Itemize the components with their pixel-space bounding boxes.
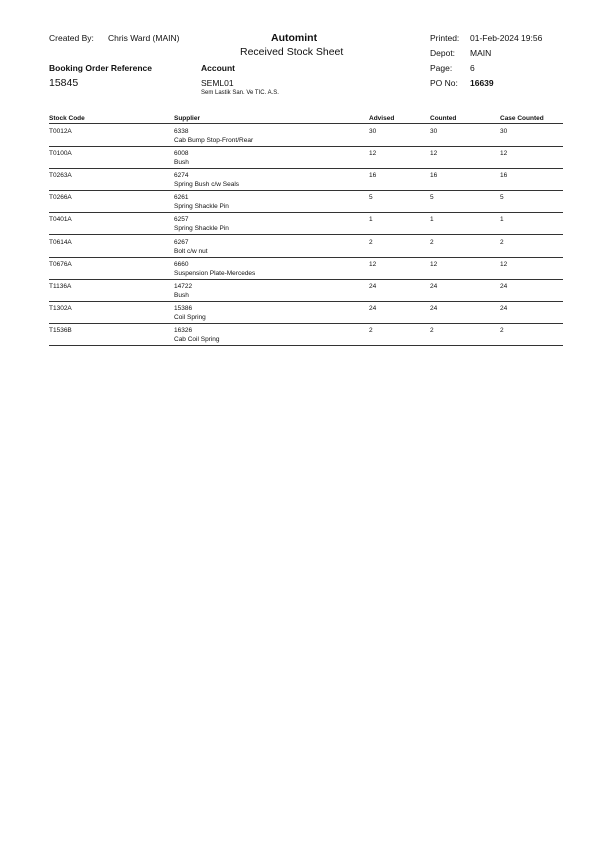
case-counted-qty: 24 — [500, 305, 508, 312]
supplier-code: 14722 — [174, 283, 193, 290]
booking-ref-value: 15845 — [49, 77, 79, 89]
advised-qty: 5 — [369, 194, 373, 201]
row-divider — [49, 257, 563, 258]
header-divider — [49, 123, 563, 124]
row-divider — [49, 279, 563, 280]
case-counted-qty: 2 — [500, 327, 504, 334]
counted-qty: 12 — [430, 261, 438, 268]
advised-qty: 2 — [369, 327, 373, 334]
item-description: Cab Bump Stop-Front/Rear — [174, 137, 254, 144]
counted-qty: 1 — [430, 216, 434, 223]
row-divider — [49, 190, 563, 191]
case-counted-qty: 12 — [500, 150, 508, 157]
stock-code: T0676A — [49, 261, 72, 268]
col-counted: Counted — [430, 115, 457, 122]
case-counted-qty: 16 — [500, 172, 508, 179]
counted-qty: 2 — [430, 327, 434, 334]
counted-qty: 16 — [430, 172, 438, 179]
advised-qty: 16 — [369, 172, 377, 179]
advised-qty: 12 — [369, 261, 377, 268]
item-description: Spring Shackle Pin — [174, 225, 229, 232]
stock-code: T0012A — [49, 128, 72, 135]
stock-code: T1302A — [49, 305, 72, 312]
created-by-label: Created By: — [49, 33, 94, 43]
account-label: Account — [201, 63, 235, 73]
row-divider — [49, 345, 563, 346]
depot-label: Depot: — [430, 48, 456, 58]
item-description: Spring Shackle Pin — [174, 203, 229, 210]
case-counted-qty: 5 — [500, 194, 504, 201]
case-counted-qty: 2 — [500, 239, 504, 246]
item-description: Coil Spring — [174, 314, 206, 321]
supplier-code: 6261 — [174, 194, 189, 201]
counted-qty: 30 — [430, 128, 438, 135]
depot-value: MAIN — [470, 48, 492, 58]
stock-code: T1136A — [49, 283, 72, 290]
report-title: Received Stock Sheet — [240, 46, 344, 58]
row-divider — [49, 323, 563, 324]
row-divider — [49, 301, 563, 302]
page-label: Page: — [430, 63, 453, 73]
advised-qty: 30 — [369, 128, 377, 135]
case-counted-qty: 24 — [500, 283, 508, 290]
case-counted-qty: 30 — [500, 128, 508, 135]
supplier-code: 6008 — [174, 150, 189, 157]
supplier-code: 16326 — [174, 327, 193, 334]
advised-qty: 24 — [369, 283, 377, 290]
row-divider — [49, 146, 563, 147]
stock-code: T0100A — [49, 150, 72, 157]
page-value: 6 — [470, 63, 475, 73]
item-description: Suspension Plate-Mercedes — [174, 270, 256, 277]
advised-qty: 1 — [369, 216, 373, 223]
counted-qty: 2 — [430, 239, 434, 246]
row-divider — [49, 212, 563, 213]
case-counted-qty: 1 — [500, 216, 504, 223]
supplier-code: 6267 — [174, 239, 189, 246]
case-counted-qty: 12 — [500, 261, 508, 268]
row-divider — [49, 234, 563, 235]
item-description: Bush — [174, 292, 189, 299]
advised-qty: 24 — [369, 305, 377, 312]
col-case-counted: Case Counted — [500, 115, 544, 122]
row-divider — [49, 168, 563, 169]
supplier-code: 15386 — [174, 305, 193, 312]
stock-code: T1536B — [49, 327, 72, 334]
counted-qty: 12 — [430, 150, 438, 157]
col-supplier: Supplier — [174, 115, 201, 122]
counted-qty: 24 — [430, 305, 438, 312]
advised-qty: 2 — [369, 239, 373, 246]
stock-code: T0401A — [49, 216, 72, 223]
supplier-code: 6338 — [174, 128, 189, 135]
supplier-code: 6257 — [174, 216, 189, 223]
created-by-value: Chris Ward (MAIN) — [108, 33, 180, 43]
counted-qty: 24 — [430, 283, 438, 290]
company-name: Automint — [271, 32, 318, 44]
stock-code: T0263A — [49, 172, 72, 179]
printed-label: Printed: — [430, 33, 460, 43]
col-advised: Advised — [369, 115, 395, 122]
col-stock-code: Stock Code — [49, 115, 85, 122]
account-code: SEML01 — [201, 78, 234, 88]
stock-code: T0266A — [49, 194, 72, 201]
item-description: Cab Coil Spring — [174, 336, 220, 343]
supplier-code: 6660 — [174, 261, 189, 268]
item-description: Spring Bush c/w Seals — [174, 181, 240, 188]
po-value: 16639 — [470, 78, 494, 88]
account-name: Sem Lastik San. Ve TIC. A.S. — [201, 90, 279, 96]
item-description: Bush — [174, 159, 189, 166]
stock-code: T0614A — [49, 239, 72, 246]
item-description: Bolt c/w nut — [174, 248, 208, 255]
supplier-code: 6274 — [174, 172, 189, 179]
printed-value: 01-Feb-2024 19:56 — [470, 33, 543, 43]
po-label: PO No: — [430, 78, 458, 88]
advised-qty: 12 — [369, 150, 377, 157]
booking-ref-label: Booking Order Reference — [49, 63, 152, 73]
counted-qty: 5 — [430, 194, 434, 201]
